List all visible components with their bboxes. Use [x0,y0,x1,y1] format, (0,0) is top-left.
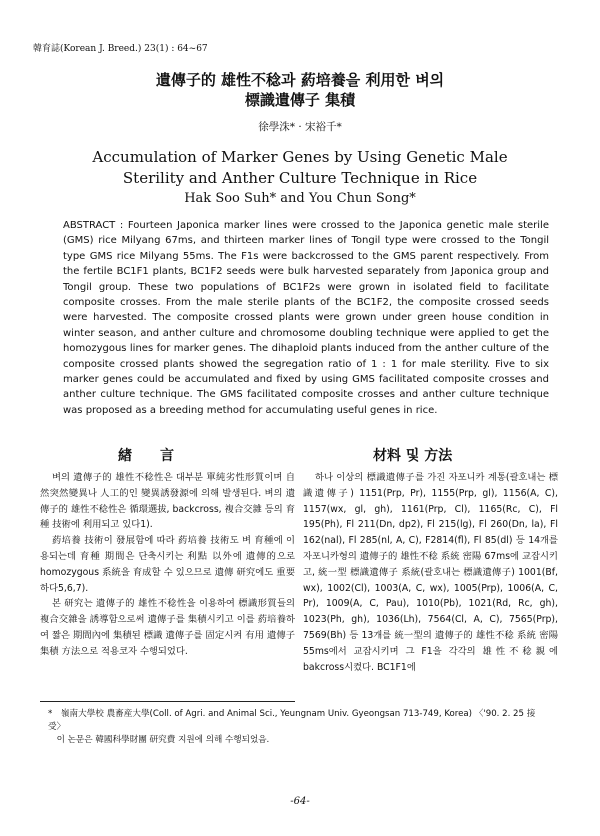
section-heading-materials-methods: 材料 및 方法 [373,448,453,464]
korean-authors: 徐學洙* · 宋裕千* [258,121,342,133]
english-authors: Hak Soo Suh* and You Chun Song* [184,191,416,206]
paragraph: 葯培養 技術이 發展함에 따라 葯培養 技術도 벼 育種에 이용되는데 育種 期間은 단축시키는 利點 以外에 遺傳的으로 homozygous 系統을 育成할 수 있으므로 遺傳 研究에도 重要하다5,6,7). [40,535,295,594]
paragraph: 본 研究는 遺傳子的 雄性不稔性을 이용하여 標識形質들의 複合交雜을 誘導함으로써 遺傳子를 集積시키고 이를 葯培養하여 짧은 期間內에 集積된 標識 遺傳子를 固定시켜 有用 遺傳子 集積 方法으로 적용코자 수행되었다. [40,598,295,657]
paragraph: 벼의 遺傳子的 雄性不稔性은 대부분 單純劣性形質이며 自然突然變異나 人工的인 變異誘發源에 의해 발생된다. 벼의 遺傳子的 雄性不稔性은 循環選拔, backcross, 複合交雜 등의 育種 技術에 利用되고 있다1). [40,472,295,531]
footnote-affiliation: * 嶺南大學校 農畜産大學(Coll. of Agri. and Animal Sci., Yeungnam Univ. Gyeongsan 713-749, Korea) 〈'90. 2. 25 接受〉 [48,709,536,732]
english-title: Accumulation of Marker Genes by Using Genetic Male Sterility and Anther Culture Technique in Rice [92,148,508,187]
footnotes [48,708,538,747]
left-column [40,470,295,660]
journal-header: 韓育誌(Korean J. Breed.) 23(1) : 64~67 [33,44,208,54]
abstract: ABSTRACT : Fourteen Japonica marker lines were crossed to the Japonica genetic male sterile (GMS) rice Milyang 67ms, and thirteen marker lines of Tongil type were crossed to the Tongil type GMS rice Milyang 55ms. The F1s were backcrossed to the GMS parent respectively. From the fertile BC1F1 plants, BC1F2 seeds were bulk harvested separately from Japonica group and Tongil group. These two populations of BC1F2s were grown in isolated field to facilitate composite crosses. From the male sterile plants of the BC1F2, the composite crossed seeds were harvested. The composite crossed plants were grown under green house condition in winter season, and anther culture and chromosome doubling technique were applied to get the homozygous lines for marker genes. The dihaploid plants induced from the anther culture of the composite crossed plants showed the segregation ratio of 1 : 1 for male sterility. Five to six marker genes could be accumulated and fixed by using GMS facilitated composite crosses and anther culture technique. The GMS facilitated composite crosses and anther culture technique was proposed as a breeding method for accumulating useful genes in rice. [63,220,549,416]
page-number: -64- [290,796,310,807]
section-heading-introduction: 緖 言 [118,448,174,464]
korean-title-line-2: 標識遺傳子 集積 [244,91,356,109]
paragraph: 하나 이상의 標識遺傳子를 가진 자포니카 계통(괄호내는 標識遺傳子) 1151(Prp, Pr), 1155(Prp, gl), 1156(A, C), 1157(wx, gl, gh), 1161(Prp, Cl), 1165(Rc, C), Fl 195(Ph), Fl 211(Dn, dp2), Fl 215(lg), Fl 260(Dn, la), Fl 162(nal), Fl 285(nl, A, C), F2814(fl), Fl 85(dl) 등 14개를 자포니카형의 遺傳子的 雄性不稔 系統 密陽 67ms에 교잡시키고, 統一型 標識遺傳子 系統(괄호내는 標識遺傳子) 1001(Bf, wx), 1002(Cl), 1003(A, C, wx), 1005(Prp), 1006(A, C, Pr), 1009(A, C, Pau), 1010(Pb), 1021(Rd, Rc, gh), 1023(Ph, gh), 1036(Lh), 7564(Cl, A, C), 7565(Prp), 7569(Bh) 등 13개를 統一型의 遺傳子的 雄性不稔 系統 密陽 55ms에서 교잡시키며 그 F1을 각각의 雄性不稔親에 bakcross시켰다. BC1F1에 [303,472,558,673]
right-column [303,470,558,675]
footnote-funding: 이 논문은 韓國科學財團 研究費 지원에 의해 수행되었음. [48,735,270,745]
korean-title-line-1: 遺傳子的 雄性不稔과 葯培養을 利用한 벼의 [155,71,445,89]
footnote-divider [40,701,295,702]
korean-title [0,70,600,110]
